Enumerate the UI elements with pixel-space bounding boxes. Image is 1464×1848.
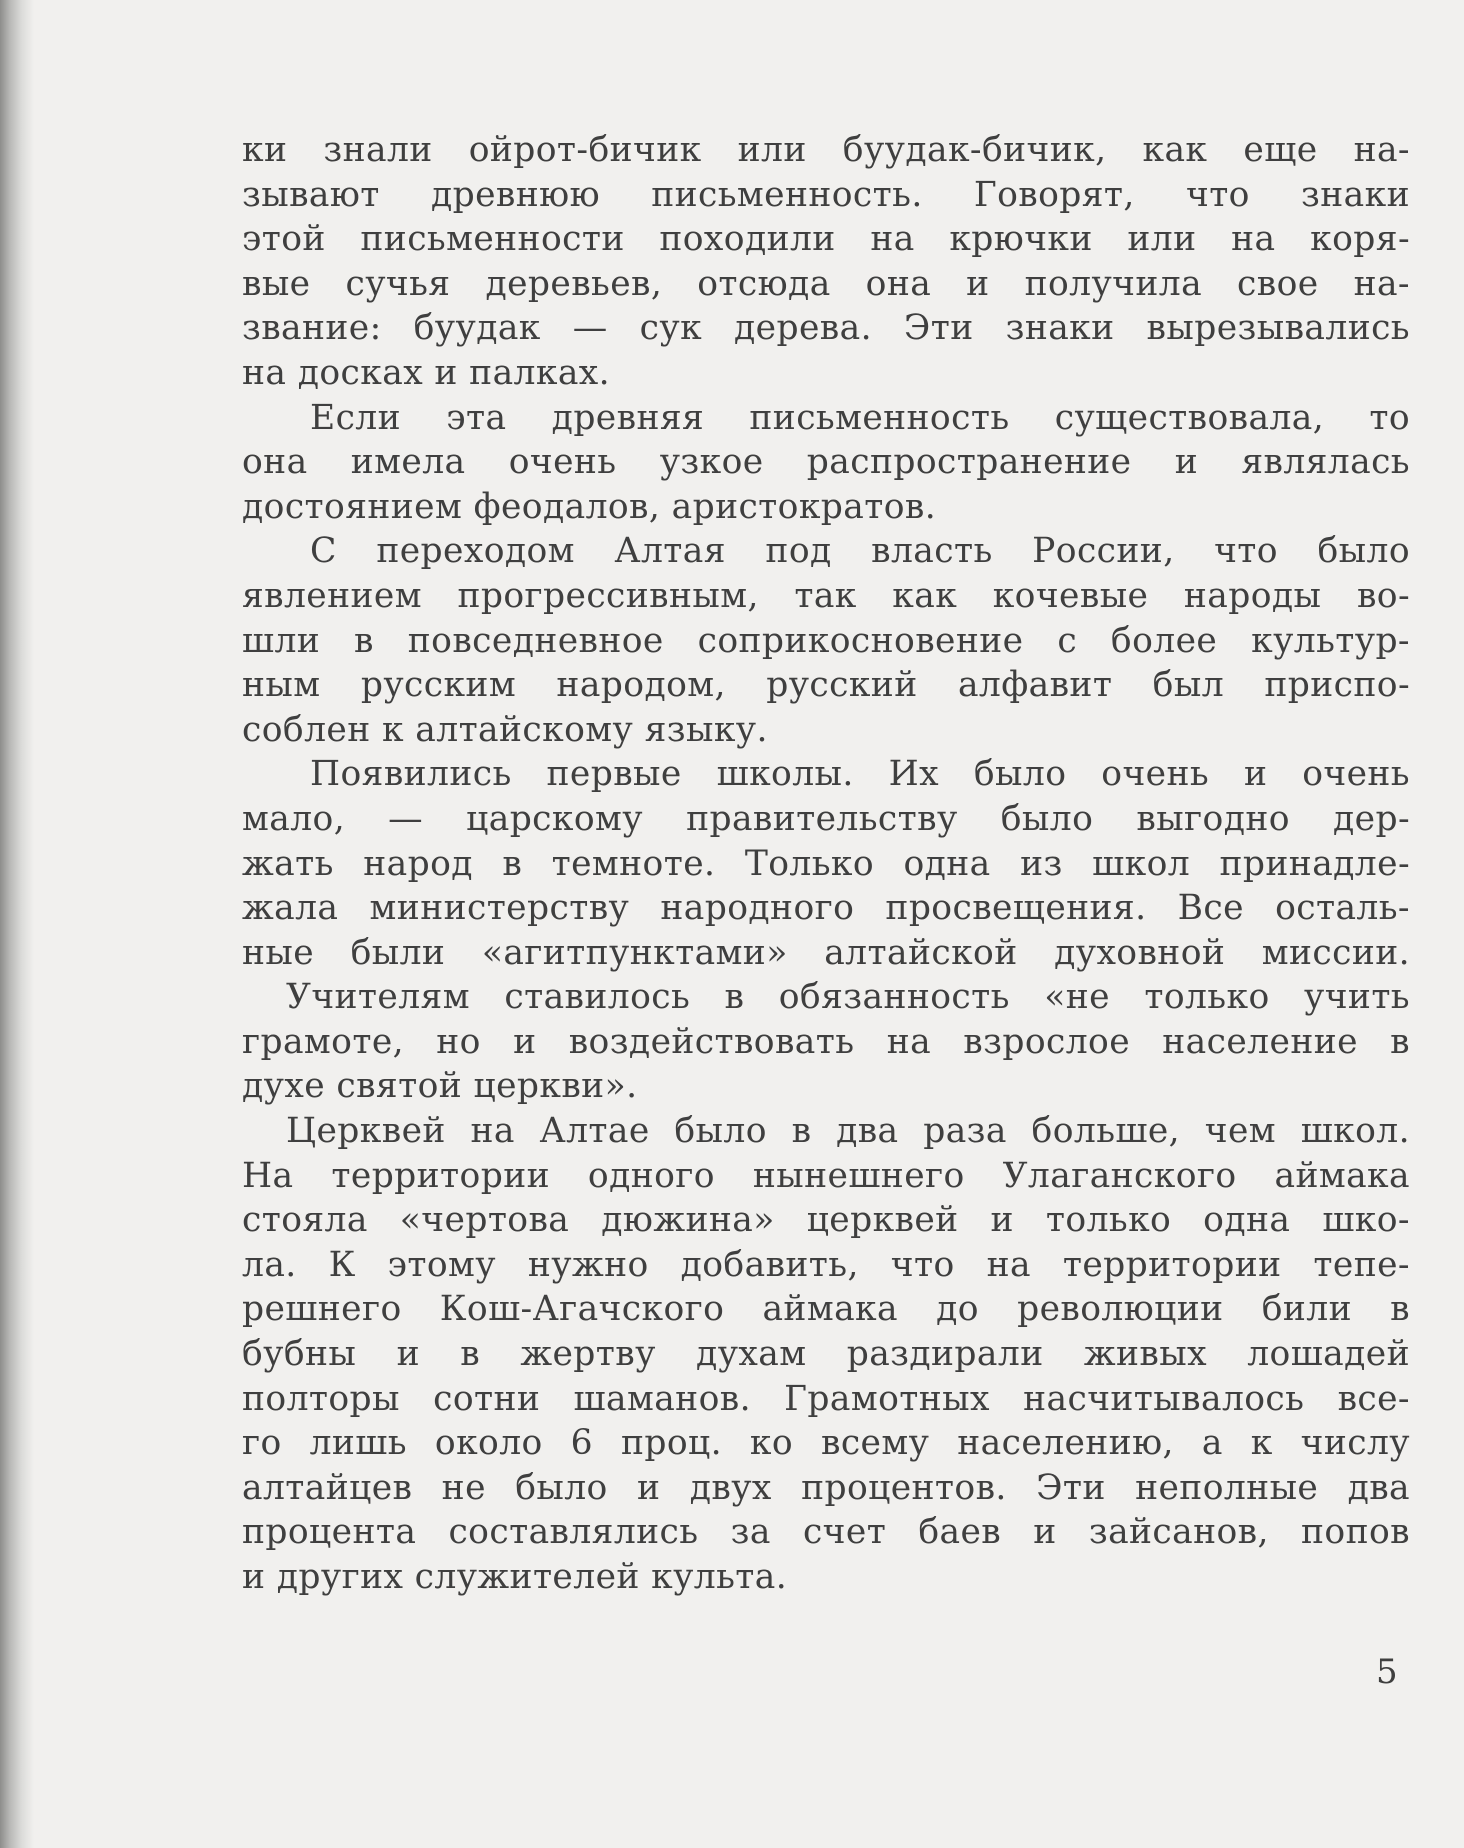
text-line: достоянием феодалов, аристократов. (242, 486, 937, 527)
text-line: жать народ в темноте. Только одна из школ принадле- (242, 843, 1410, 884)
text-line: процента составлялись за счет баев и зайсанов, попов (242, 1512, 1410, 1553)
text-line: На территории одного нынешнего Улаганского аймака (242, 1155, 1410, 1196)
text-line: и других служителей культа. (242, 1557, 788, 1597)
text-line: соблен к алтайскому языку. (242, 709, 768, 750)
text-line: зывают древнюю письменность. Говорят, что знаки (242, 174, 1410, 215)
text-line: ным русским народом, русский алфавит был приспо- (242, 665, 1410, 706)
text-line: ла. К этому нужно добавить, что на территории тепе- (242, 1244, 1410, 1285)
page-number: 5 (1376, 1652, 1398, 1692)
text-line: решнего Кош-Агачского аймака до революции били в (242, 1289, 1410, 1330)
text-line: вые сучья деревьев, отсюда она и получила свое на- (242, 263, 1410, 304)
text-line: духе святой церкви». (242, 1066, 638, 1107)
text-line: полторы сотни шаманов. Грамотных насчитывалось все- (242, 1378, 1410, 1419)
text-line: алтайцев не было и двух процентов. Эти неполные два (242, 1467, 1410, 1508)
paragraph-start-line: Учителям ставилось в обязанность «не только учить (286, 977, 1410, 1018)
text-line: ки знали ойрот-бичик или буудак-бичик, как еще на- (242, 130, 1410, 170)
paragraph-start-line: Церквей на Алтае было в два раза больше, чем школ. (286, 1111, 1410, 1152)
paragraph-start-line: Если эта древняя письменность существовала, то (310, 397, 1410, 438)
text-line: шли в повседневное соприкосновение с более культур- (242, 620, 1410, 661)
paragraph-start-line: Появились первые школы. Их было очень и очень (310, 754, 1410, 795)
text-line: жала министерству народного просвещения. Все осталь- (242, 888, 1410, 929)
body-text (242, 128, 1410, 1600)
text-line: грамоте, но и воздействовать на взрослое население в (242, 1021, 1410, 1062)
text-line: стояла «чертова дюжина» церквей и только одна шко- (242, 1200, 1410, 1241)
text-line: она имела очень узкое распространение и являлась (242, 442, 1410, 483)
book-spine-shadow (0, 0, 34, 1848)
text-line: на досках и палках. (242, 352, 611, 393)
paragraph-start-line: С переходом Алтая под власть России, что было (310, 531, 1410, 572)
text-line: го лишь около 6 проц. ко всему населению, а к числу (242, 1423, 1410, 1464)
text-line: бубны и в жертву духам раздирали живых лошадей (242, 1334, 1410, 1375)
text-line: ные были «агитпунктами» алтайской духовной миссии. (242, 932, 1410, 973)
text-line: этой письменности походили на крючки или на коря- (242, 219, 1410, 260)
text-line: явлением прогрессивным, так как кочевые народы во- (242, 575, 1410, 616)
text-line: мало, — царскому правительству было выгодно дер- (242, 798, 1410, 839)
text-line: звание: буудак — сук дерева. Эти знаки вырезывались (242, 308, 1410, 349)
